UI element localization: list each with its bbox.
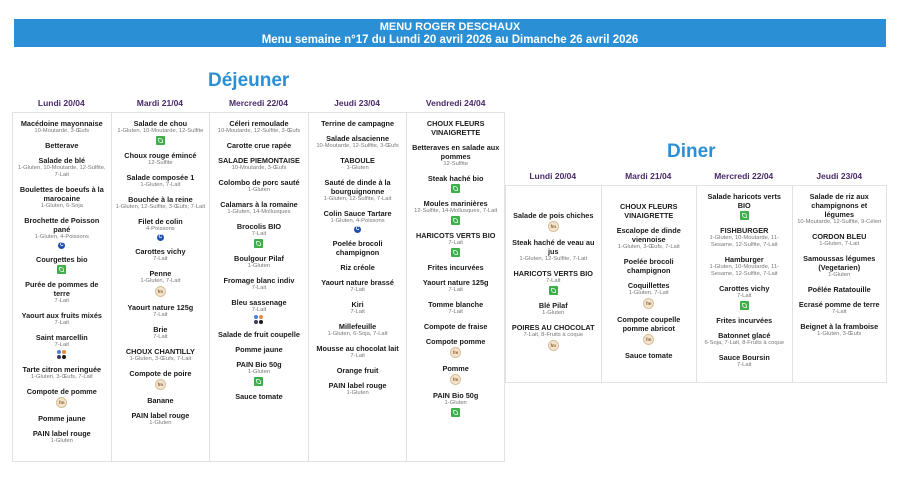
dish-name: Mousse au chocolat lait (316, 344, 399, 353)
day-header: Mercredi 22/04 (228, 98, 289, 108)
dish-allergens: 10-Moutarde, 3-Œufs (231, 165, 287, 171)
day-column (601, 168, 697, 383)
dish-allergens: 12-Sulfite (148, 160, 173, 166)
dish-item (234, 254, 284, 270)
dish-name: Betteraves en salade aux pommes (412, 143, 500, 161)
dish-item (606, 226, 693, 251)
dish-item (236, 360, 281, 386)
dish-name: Yaourt aux fruits mixés (21, 311, 102, 320)
dish-item (513, 211, 593, 232)
dish-name: Salade haricots verts BIO (707, 192, 781, 210)
dish-item (126, 347, 195, 363)
dish-name: PAIN Bio 50g (236, 360, 282, 369)
dish-name: Poelée brocoli champignon (332, 239, 383, 257)
dish-allergens: 7-Lait (448, 240, 463, 246)
dish-item (17, 185, 107, 210)
dish-allergens: 1-Gluten, 7-Lait (140, 182, 181, 188)
dish-name: Sauce tomate (625, 351, 673, 360)
dish-allergens: 1-Gluten, 10-Moutarde, 11-Sesame, 12-Sulfite, 7-Lait (709, 264, 779, 277)
day-dishes (792, 185, 888, 383)
dish-name: Compote de fraise (423, 322, 488, 331)
dish-allergens: 1-Gluten, 12-Sulfite, 7-Lait (519, 256, 588, 262)
dish-allergens: 10-Moutarde, 12-Sulfite, 9-Céleri (797, 219, 882, 225)
dish-name: FISHBURGER (720, 226, 769, 235)
dish-allergens: 1-Gluten (247, 263, 271, 269)
dish-name: Brochette de Poisson pané (24, 216, 100, 234)
dish-allergens: 1-Gluten, 4-Poissons (34, 234, 89, 240)
dish-name: Colombo de porc sauté (218, 178, 300, 187)
dish-name: Kiri (351, 300, 364, 309)
dish-name: Colin Sauce Tartare (323, 209, 392, 218)
dish-item (442, 364, 468, 385)
dish-item (131, 411, 189, 427)
dish-allergens: 1-Gluten, 7-Lait (628, 290, 669, 296)
dish-allergens: 1-Gluten (149, 420, 172, 426)
dish-name: CHOUX FLEURS VINAIGRETTE (426, 119, 485, 137)
menu-header-banner (14, 19, 886, 47)
dish-allergens: 6-Soja, 7-Lait, 8-Fruits à coque (704, 340, 785, 346)
dish-name: Fromage blanc indiv (223, 276, 295, 285)
dish-name: Yaourt nature 125g (422, 278, 489, 287)
dish-allergens: 1-Gluten, 12-Sulfite, 3-Œufs, 7-Lait (115, 204, 206, 210)
bio-icon (254, 377, 263, 386)
dish-name: Salade de riz aux champignons et légumes (809, 192, 869, 219)
dish-name: Compote coupelle pomme abricot (617, 315, 681, 333)
dish-name: CHOUX CHANTILLY (125, 347, 195, 356)
dejeuner-title: Déjeuner (208, 70, 290, 91)
dish-item (36, 333, 88, 359)
day-column (12, 95, 111, 462)
dish-allergens: 1-Gluten, 6-Soja, 7-Lait (327, 331, 388, 337)
dish-name: Pomme jaune (38, 414, 86, 423)
dish-name: TABOULE (340, 156, 375, 165)
dish-item (812, 232, 866, 248)
dish-allergens: 10-Moutarde, 3-Œufs (34, 128, 90, 134)
dish-allergens: 7-Lait (448, 309, 463, 315)
fait-maison-icon: fm (548, 340, 559, 351)
fait-maison-icon: fm (548, 221, 559, 232)
dish-item (321, 119, 394, 128)
bio-icon (156, 136, 165, 145)
dish-item (116, 195, 206, 211)
dish-name: Ecrasé pomme de terre (798, 300, 880, 309)
dish-name: Salade de chou (133, 119, 188, 128)
dish-name: CORDON BLEU (812, 232, 867, 241)
dish-item (22, 311, 102, 327)
dish-item (719, 353, 770, 369)
day-header: Jeudi 23/04 (334, 98, 380, 108)
dish-allergens: 7-Lait (350, 353, 365, 359)
dish-name: Steak haché de veau au jus (512, 238, 595, 256)
dish-item (218, 156, 300, 172)
dish-item (328, 322, 388, 338)
dish-item (237, 222, 281, 248)
dish-name: Coquillettes (627, 281, 670, 290)
dish-item (313, 178, 403, 203)
dish-allergens: 1-Gluten, 4-Poissons (330, 218, 385, 224)
c-label-icon: C (59, 242, 64, 248)
dish-allergens: 7-Lait (545, 278, 561, 284)
dish-name: Poelée brocoli champignon (623, 257, 674, 275)
day-header: Mardi 21/04 (136, 98, 184, 108)
dish-allergens: 1-Gluten, 7-Lait (140, 278, 181, 284)
day-header: Mercredi 22/04 (714, 171, 774, 181)
dish-name: Frites incurvées (716, 316, 773, 325)
dish-item (340, 156, 375, 172)
bio-icon (57, 265, 66, 274)
dish-name: Pomme (442, 364, 469, 373)
bio-icon (451, 248, 460, 257)
dish-name: Escalope de dinde viennoise (616, 226, 681, 244)
dish-item (514, 269, 593, 295)
dish-item (138, 217, 183, 241)
day-header: Lundi 20/04 (529, 171, 577, 181)
dish-name: Banane (147, 396, 174, 405)
dejeuner-grid (12, 95, 505, 462)
dish-name: Sauce tomate (235, 392, 283, 401)
dish-item (424, 322, 488, 331)
dish-item (224, 276, 295, 292)
c-label-icon: C (158, 234, 163, 240)
dish-item (36, 255, 88, 274)
dish-allergens: 1-Gluten, 10-Moutarde, 11-Sesame, 12-Sulfite, 7-Lait (709, 235, 779, 248)
dish-item (33, 429, 91, 445)
dish-item (423, 278, 489, 294)
diner-title: Diner (667, 141, 716, 162)
dish-allergens: 7-Lait (251, 231, 267, 237)
dish-allergens: 1-Gluten (542, 310, 565, 316)
dish-item (716, 316, 772, 325)
dish-item (606, 315, 693, 345)
day-header: Jeudi 23/04 (816, 171, 863, 181)
dish-name: Compote de poire (129, 369, 192, 378)
dish-allergens: 7-Lait (736, 293, 752, 299)
dish-name: Céleri remoulade (229, 119, 289, 128)
dish-allergens: 7-Lait, 8-Fruits à coque (523, 332, 584, 338)
dish-item (127, 173, 195, 189)
dish-allergens: 7-Lait (251, 285, 267, 291)
bio-icon (451, 216, 460, 225)
bio-icon (451, 408, 460, 417)
day-dishes (209, 112, 308, 462)
dish-name: PAIN Bio 50g (433, 391, 479, 400)
fait-maison-icon: fm (56, 397, 67, 408)
dish-item (17, 280, 107, 305)
dish-allergens: 1-Gluten, 3-Œufs, 7-Lait (30, 374, 93, 380)
dish-allergens: 10-Moutarde, 12-Sulfite, 3-Œufs (316, 143, 399, 149)
dish-name: Boulettes de boeufs à la marocaine (19, 185, 104, 203)
day-dishes (601, 185, 697, 383)
dish-item (38, 414, 85, 423)
dish-name: Saint marcellin (35, 333, 88, 342)
dish-item (17, 156, 107, 179)
dish-name: Carottes vichy (719, 284, 770, 293)
dish-allergens: 12-Sulfite, 14-Mollusques, 7-Lait (414, 208, 498, 214)
dish-name: Salade de blé (38, 156, 86, 165)
bio-icon (254, 239, 263, 248)
dish-item (428, 263, 484, 272)
dish-name: PAIN label rouge (131, 411, 190, 420)
dish-name: Carottes vichy (135, 247, 186, 256)
dish-name: Courgettes bio (36, 255, 88, 264)
dish-name: Tarte citron meringuée (22, 365, 102, 374)
dish-name: Batonnet glacé (718, 331, 771, 340)
dish-item (220, 200, 297, 216)
dish-allergens: 1-Gluten, 7-Lait (819, 241, 860, 247)
dish-item (701, 226, 788, 249)
label-dots-icon (254, 315, 263, 324)
dish-item (324, 209, 392, 233)
day-column (696, 168, 792, 383)
dish-name: Calamars à la romaine (220, 200, 298, 209)
dish-name: HARICOTS VERTS BIO (415, 231, 496, 240)
dish-item (433, 391, 478, 417)
dish-item (800, 322, 878, 338)
fait-maison-icon: fm (155, 379, 166, 390)
dish-allergens: 7-Lait (831, 309, 847, 315)
dish-item (117, 119, 203, 145)
dish-allergens: 1-Gluten (247, 187, 271, 193)
day-dishes (696, 185, 792, 383)
dish-allergens: 1-Gluten (50, 438, 73, 444)
dish-name: Pomme jaune (235, 345, 283, 354)
dish-item (340, 263, 374, 272)
day-header: Mardi 21/04 (625, 171, 672, 181)
dish-name: Orange fruit (336, 366, 379, 375)
dish-item (321, 278, 394, 294)
dish-name: Beignet à la framboise (800, 322, 879, 331)
dish-name: Salade alsacienne (326, 134, 389, 143)
bio-icon (740, 211, 749, 220)
dish-item (701, 255, 788, 278)
fait-maison-icon: fm (643, 334, 654, 345)
dish-name: Choux rouge émincé (124, 151, 197, 160)
bio-icon (549, 286, 558, 295)
day-column (505, 168, 601, 383)
day-column (406, 95, 505, 462)
dish-allergens: 7-Lait (448, 287, 463, 293)
dish-item (140, 269, 180, 297)
day-column (111, 95, 210, 462)
dish-allergens: 1-Gluten, 3-Œufs, 7-Lait (617, 244, 680, 250)
dish-item (510, 238, 597, 263)
dish-allergens: 1-Gluten, 10-Moutarde, 12-Sulfite, 7-Lait (17, 165, 106, 178)
dish-allergens: 7-Lait (54, 342, 70, 348)
bio-icon (740, 301, 749, 310)
dish-name: Brocolis BIO (236, 222, 282, 231)
dish-name: Salade de fruit coupelle (218, 330, 300, 339)
dish-name: Yaourt nature 125g (127, 303, 194, 312)
dish-name: Betterave (45, 141, 79, 150)
dish-allergens: 12-Sulfite (443, 161, 468, 167)
dish-item (147, 396, 173, 405)
dish-item (512, 323, 595, 351)
dish-item (135, 247, 185, 263)
dish-name: Yaourt nature brassé (321, 278, 394, 287)
day-dishes (406, 112, 505, 462)
dish-item (428, 300, 483, 316)
dish-name: Brie (153, 325, 168, 334)
fait-maison-icon: fm (450, 374, 461, 385)
dish-allergens: 1-Gluten, 14-Mollusques (227, 209, 291, 215)
day-column (792, 168, 888, 383)
dish-item (719, 284, 769, 310)
day-column (209, 95, 308, 462)
dish-item (235, 392, 282, 401)
dish-item (21, 119, 103, 135)
dish-item (23, 365, 102, 381)
dish-allergens: 1-Gluten, 6-Soja (40, 203, 83, 209)
day-dishes (308, 112, 407, 462)
day-dishes (505, 185, 601, 383)
dish-name: Bleu sassenage (231, 298, 287, 307)
dish-name: Macédoine mayonnaise (20, 119, 103, 128)
dish-name: Terrine de campagne (321, 119, 394, 128)
c-label-icon: C (355, 226, 360, 232)
dish-name: Bouchée à la reine (128, 195, 193, 204)
dish-name: POIRES AU CHOCOLAT (511, 323, 595, 332)
day-header: Lundi 20/04 (37, 98, 85, 108)
dish-allergens: 1-Gluten (828, 272, 851, 278)
dish-name: Sauce Boursin (718, 353, 770, 362)
dish-item (350, 300, 365, 316)
dish-name: Compote pomme (425, 337, 486, 346)
dish-item (218, 119, 300, 135)
dish-name: Sauté de dinde à la bourguignonne (324, 178, 391, 196)
dish-item (704, 331, 784, 347)
dish-item (426, 337, 486, 358)
dish-item (606, 257, 693, 275)
dish-allergens: 1-Gluten (247, 369, 271, 375)
dish-name: Carotte crue rapée (226, 141, 292, 150)
dish-item (231, 298, 286, 324)
dish-name: Salade de pois chiches (513, 211, 594, 220)
dish-name: Samoussas légumes (Vegetarien) (803, 254, 876, 272)
diner-grid (505, 168, 887, 383)
dish-item (411, 143, 500, 168)
dish-name: Blé Pilaf (538, 301, 568, 310)
dish-item (316, 134, 398, 150)
dish-item (797, 192, 883, 226)
dish-item (329, 381, 387, 397)
dish-item (625, 351, 672, 360)
dish-item (129, 369, 191, 390)
dish-item (316, 344, 398, 360)
dish-item (27, 387, 97, 408)
dish-item (218, 178, 299, 194)
dish-item (428, 174, 484, 193)
dish-allergens: 7-Lait (153, 312, 168, 318)
fait-maison-icon: fm (155, 286, 166, 297)
dish-allergens: 7-Lait (350, 309, 365, 315)
dish-allergens: 7-Lait (54, 298, 70, 304)
dish-name: SALADE PIEMONTAISE (218, 156, 300, 165)
dish-item (218, 330, 300, 339)
dish-item (799, 300, 880, 316)
dish-allergens: 1-Gluten, 3-Œufs, 7-Lait (129, 356, 192, 362)
day-dishes (12, 112, 111, 462)
dish-name: Poêlée Ratatouille (807, 285, 871, 294)
dish-item (808, 285, 871, 294)
dish-item (337, 366, 379, 375)
dish-name: Riz créole (340, 263, 375, 272)
dish-allergens: 1-Gluten (346, 390, 369, 396)
dish-name: Steak haché bio (427, 174, 484, 183)
dish-name: Filet de colin (138, 217, 183, 226)
dish-name: Millefeuille (338, 322, 377, 331)
dish-item (606, 202, 693, 220)
dish-item (128, 303, 194, 319)
dish-name: PAIN label rouge (32, 429, 91, 438)
day-header: Vendredi 24/04 (425, 98, 486, 108)
dish-name: CHOUX FLEURS VINAIGRETTE (619, 202, 678, 220)
dish-name: PAIN label rouge (328, 381, 387, 390)
dish-item (313, 239, 403, 257)
dish-item (153, 325, 168, 341)
dish-name: Hamburger (724, 255, 764, 264)
dish-allergens: 4-Poissons (146, 226, 175, 232)
dish-allergens: 10-Moutarde, 12-Sulfite, 3-Œufs (217, 128, 301, 134)
dish-name: HARICOTS VERTS BIO (513, 269, 593, 278)
menu-title: MENU ROGER DESCHAUX (379, 21, 521, 33)
dish-name: Salade composée 1 (126, 173, 195, 182)
label-dots-icon (57, 350, 66, 359)
dish-item (227, 141, 291, 150)
dish-allergens: 1-Gluten (346, 165, 369, 171)
dish-allergens: 1-Gluten, 12-Sulfite, 7-Lait (323, 196, 392, 202)
dish-item (235, 345, 282, 354)
dish-item (797, 254, 883, 279)
dish-allergens: 7-Lait (153, 334, 168, 340)
dish-allergens: 1-Gluten (444, 400, 467, 406)
dish-item (45, 141, 78, 150)
dish-item (411, 119, 500, 137)
fait-maison-icon: fm (643, 298, 654, 309)
dish-allergens: 7-Lait (153, 256, 168, 262)
dish-item (124, 151, 196, 167)
dish-name: Boulgour Pilaf (234, 254, 284, 263)
dish-name: Compote de pomme (26, 387, 97, 396)
menu-week-subtitle: Menu semaine n°17 du Lundi 20 avril 2026 au Dimanche 26 avril 2026 (261, 34, 639, 46)
dish-name: Tomme blanche (428, 300, 484, 309)
dish-allergens: 7-Lait (736, 362, 752, 368)
dish-item (17, 216, 107, 249)
day-column (308, 95, 407, 462)
fait-maison-icon: fm (450, 347, 461, 358)
dish-allergens: 1-Gluten, 3-Œufs (817, 331, 862, 337)
dish-name: Moules marinières (423, 199, 488, 208)
dish-name: Penne (149, 269, 172, 278)
dish-name: Frites incurvées (427, 263, 484, 272)
dish-allergens: 7-Lait (350, 287, 365, 293)
dish-allergens: 1-Gluten, 10-Moutarde, 12-Sulfite (117, 128, 204, 134)
dish-item (701, 192, 788, 220)
dish-item (414, 199, 497, 225)
dish-allergens: 7-Lait (251, 307, 267, 313)
dish-name: Purée de pommes de terre (25, 280, 99, 298)
dish-allergens: 7-Lait (54, 320, 70, 326)
dish-item (416, 231, 495, 257)
day-dishes (111, 112, 210, 462)
bio-icon (451, 184, 460, 193)
dish-item (628, 281, 670, 309)
dish-item (539, 301, 568, 317)
